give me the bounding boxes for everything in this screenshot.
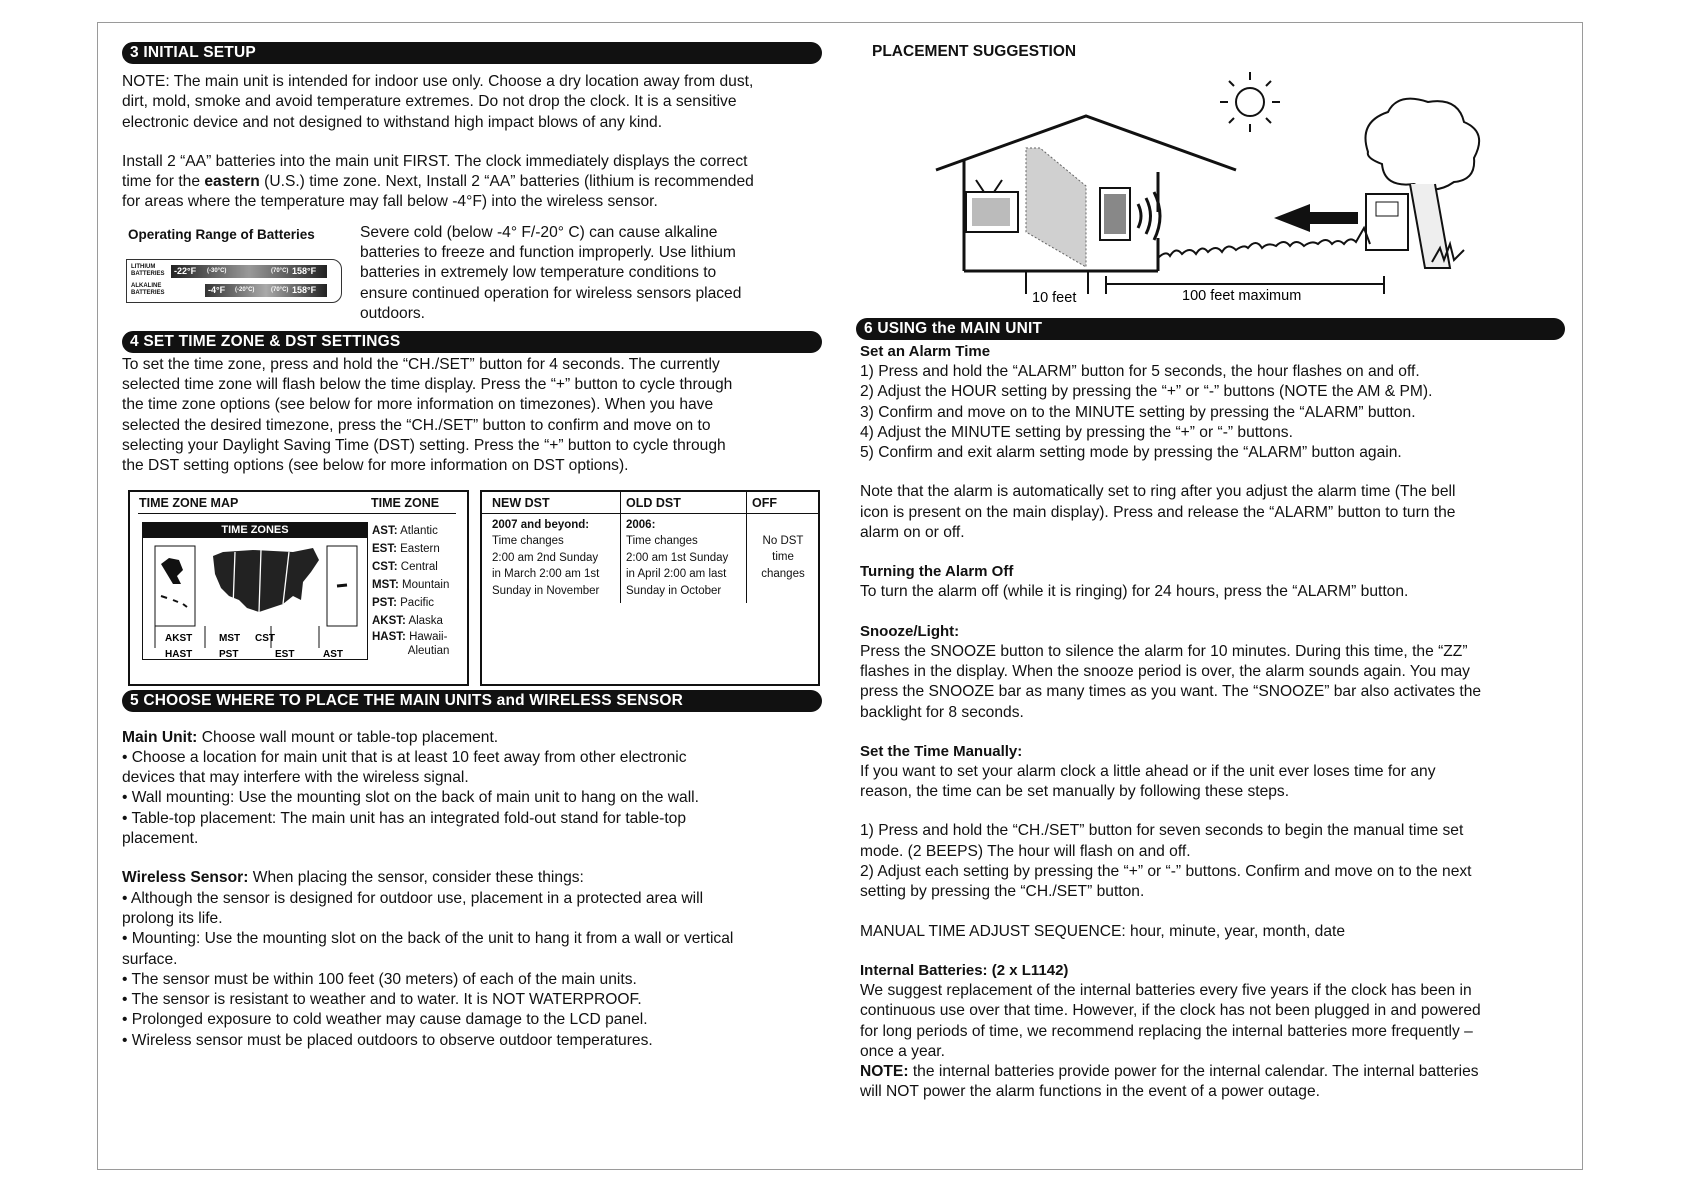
akst-label: AKST [165,632,193,644]
alarm-note: icon is present on the main display). Press and release the “ALARM” button to turn the [860,503,1456,521]
install-line: for areas where the temperature may fall below -4°F) into the wireless sensor. [122,193,658,211]
old-dst-cell: 2006: Time changes 2:00 am 1st Sunday in April 2:00 am last Sunday in October [626,518,729,597]
us-map-graphic [143,538,367,659]
old-dst-header: OLD DST [626,495,681,510]
zone-item: CST: Central [372,560,438,573]
main-unit-bullet: devices that may interfere with the wireless signal. [122,769,469,787]
hast-label: HAST [165,648,193,659]
pst-label: PST [219,648,239,659]
snooze-heading: Snooze/Light: [860,622,960,640]
sensor-line: Wireless Sensor: When placing the sensor, consider these things: [122,869,584,887]
sensor-bullet: surface. [122,950,178,968]
sensor-bullet: • The sensor must be within 100 feet (30 meters) of each of the main units. [122,970,637,988]
section-5-header: 5 CHOOSE WHERE TO PLACE THE MAIN UNITS and WIRELESS SENSOR [122,690,822,712]
zone-list [372,522,449,658]
alarm-step: 3) Confirm and move on to the MINUTE setting by pressing the “ALARM” button. [860,403,1416,421]
placement-illustration [860,62,1556,308]
main-unit-bullet: • Choose a location for main unit that is at least 10 feet away from other electronic [122,748,687,766]
alarm-note: alarm on or off. [860,524,965,542]
main-unit-bullet: placement. [122,830,199,848]
zone-item: HAST: Hawaii- [372,630,448,643]
manual-step: mode. (2 BEEPS) The hour will flash on and off. [860,842,1191,860]
time-zone-map-box [128,490,469,686]
tz-instruction-line: selected the desired timezone, press the “CH./SET” button to confirm and move on to [122,416,711,434]
alkaline-range-bar: -4°F (-20°C) (70°C) 158°F [205,284,327,297]
batteries-note: will NOT power the alarm functions in the event of a power outage. [860,1083,1320,1101]
zone-item: AST: Atlantic [372,524,438,537]
manual-sequence: MANUAL TIME ADJUST SEQUENCE: hour, minute, year, month, date [860,922,1346,940]
manual-text: reason, the time can be set manually by following these steps. [860,783,1290,801]
tz-instruction-line: the time zone options (see below for more information on timezones). When you have [122,396,714,414]
tz-map-title: TIME ZONE MAP [139,495,239,510]
main-unit-line: Main Unit: Choose wall mount or table-top placement. [122,728,499,746]
tz-instruction-line: selecting your Daylight Saving Time (DST) setting. Press the “+” button to cycle through [122,436,726,454]
battery-range-graphic [126,259,342,303]
tz-instruction-line: selected time zone will flash below the time display. Press the “+” button to cycle through [122,376,733,394]
alarm-step: 5) Confirm and exit alarm setting mode by pressing the “ALARM” button again. [860,444,1402,462]
manual-step: setting by pressing the “CH./SET” button. [860,883,1145,901]
snooze-text: Press the SNOOZE button to silence the alarm for 10 minutes. During this time, the “ZZ” [860,642,1468,660]
sensor-bullet: prolong its life. [122,909,223,927]
zone-item: Aleutian [407,644,450,657]
placement-title: PLACEMENT SUGGESTION [872,43,1077,60]
time-zones-bar: TIME ZONES [143,523,367,538]
note-line: electronic device and not designed to withstand high impact blows of any kind. [122,113,663,131]
alarm-step: 4) Adjust the MINUTE setting by pressing the “+” or “-” buttons. [860,423,1293,441]
manual-step: 2) Adjust each setting by pressing the “+” or “-” buttons. Confirm and move on to the next [860,863,1472,881]
new-dst-cell: 2007 and beyond: Time changes 2:00 am 2nd Sunday in March 2:00 am 1st Sunday in November [492,518,600,597]
snooze-text: backlight for 8 seconds. [860,703,1024,721]
sensor-bullet: • Prolonged exposure to cold weather may cause damage to the LCD panel. [122,1011,648,1029]
tree-icon [1366,99,1480,190]
alarm-off-text: To turn the alarm off (while it is ringing) for 24 hours, press the “ALARM” button. [860,583,1409,601]
batteries-heading: Internal Batteries: (2 x L1142) [860,961,1069,979]
hundred-feet-label: 100 feet maximum [1182,288,1302,304]
zone-item: MST: Mountain [372,578,450,591]
batteries-text: for long periods of time, we recommend replacing the internal batteries more frequently – [860,1022,1473,1040]
main-unit-bullet: • Wall mounting: Use the mounting slot on the back of main unit to hang on the wall. [122,789,699,807]
right-column [860,42,1556,1103]
off-header: OFF [752,495,777,510]
alkaline-label: ALKALINE BATTERIES [131,282,165,296]
section-4-header: 4 SET TIME ZONE & DST SETTINGS [122,331,822,353]
tz-instruction-line: the DST setting options (see below for more information on DST options). [122,457,629,475]
install-line: Install 2 “AA” batteries into the main unit FIRST. The clock immediately displays the correct [122,152,748,170]
alarm-off-heading: Turning the Alarm Off [860,563,1014,581]
snooze-text: flashes in the display. When the snooze period is over, the alarm sounds again. You may [860,662,1470,680]
manual-heading: Set the Time Manually: [860,742,1023,760]
alarm-heading: Set an Alarm Time [860,343,991,360]
cold-warning: Severe cold (below -4° F/-20° C) can cause alkaline batteries to freeze and function improperly. Use lithium batteries in extremely low temperature conditions to ensure continued operation for wireless sensors placed outdoors. [360,223,742,322]
new-dst-header: NEW DST [492,495,550,510]
note-line: dirt, mold, smoke and avoid temperature extremes. Do not drop the clock. It is a sensitive [122,93,737,111]
lithium-label: LITHIUM BATTERIES [131,263,165,277]
batteries-text: We suggest replacement of the internal batteries every five years if the clock has been in [860,981,1472,999]
section-3-header: 3 INITIAL SETUP [122,42,822,64]
dst-table-box [480,490,820,686]
sensor-bullet: • The sensor is resistant to weather and to water. It is NOT WATERPROOF. [122,991,642,1009]
tz-instruction-line: To set the time zone, press and hold the “CH./SET” button for 4 seconds. The currently [122,355,720,373]
zone-item: PST: Pacific [372,596,434,609]
install-line: time for the eastern (U.S.) time zone. Next, Install 2 “AA” batteries (lithium is recommended [122,173,754,191]
sun-icon [1236,88,1264,116]
main-unit-bullet: • Table-top placement: The main unit has an integrated fold-out stand for table-top [122,809,687,827]
house-roof [936,116,1236,170]
zone-item: EST: Eastern [372,542,440,555]
mst-label: MST [219,632,241,644]
manual-step: 1) Press and hold the “CH./SET” button for seven seconds to begin the manual time set [860,822,1464,840]
alarm-note: Note that the alarm is automatically set to ring after you adjust the alarm time (The bell [860,483,1456,501]
section-6-header: 6 USING the MAIN UNIT [856,318,1565,340]
alarm-step: 2) Adjust the HOUR setting by pressing the “+” or “-” buttons (NOTE the AM & PM). [860,383,1433,401]
snooze-text: press the SNOOZE bar as many times as you want. The “SNOOZE” bar also activates the [860,683,1482,701]
sensor-bullet: • Although the sensor is designed for outdoor use, placement in a protected area will [122,889,704,907]
manual-text: If you want to set your alarm clock a little ahead or if the unit ever loses time for any [860,762,1436,780]
off-cell: No DST time changes [761,534,805,580]
interior-wall [1026,148,1086,267]
range-label: Operating Range of Batteries [128,226,315,242]
ten-feet-label: 10 feet [1032,290,1077,306]
batteries-text: continuous use over that time. However, if the clock has not been plugged in and powered [860,1002,1481,1020]
left-column [122,42,822,1051]
tz-tables [122,490,822,690]
us-map [142,522,368,660]
eastern-bold: eastern [204,173,260,191]
est-label: EST [275,648,295,659]
cst-label: CST [255,632,275,644]
alarm-step: 1) Press and hold the “ALARM” button for 5 seconds, the hour flashes on and off. [860,363,1420,380]
zone-item: AKST: Alaska [372,614,443,627]
signal-arrow-icon [1274,204,1358,232]
ast-label: AST [323,648,343,659]
battery-range-block [122,225,822,335]
tz-column-title: TIME ZONE [371,495,440,510]
note-line: NOTE: The main unit is intended for indoor use only. Choose a dry location away from dust, [122,73,754,90]
sensor-bullet: • Wireless sensor must be placed outdoors to observe outdoor temperatures. [122,1031,653,1049]
lithium-range-bar: -22°F (-30°C) (70°C) 158°F [171,265,327,278]
batteries-note: NOTE: the internal batteries provide power for the internal calendar. The internal batteries [860,1063,1479,1081]
batteries-text: once a year. [860,1042,945,1060]
sensor-bullet: • Mounting: Use the mounting slot on the back of the unit to hang it from a wall or vertical [122,930,734,948]
